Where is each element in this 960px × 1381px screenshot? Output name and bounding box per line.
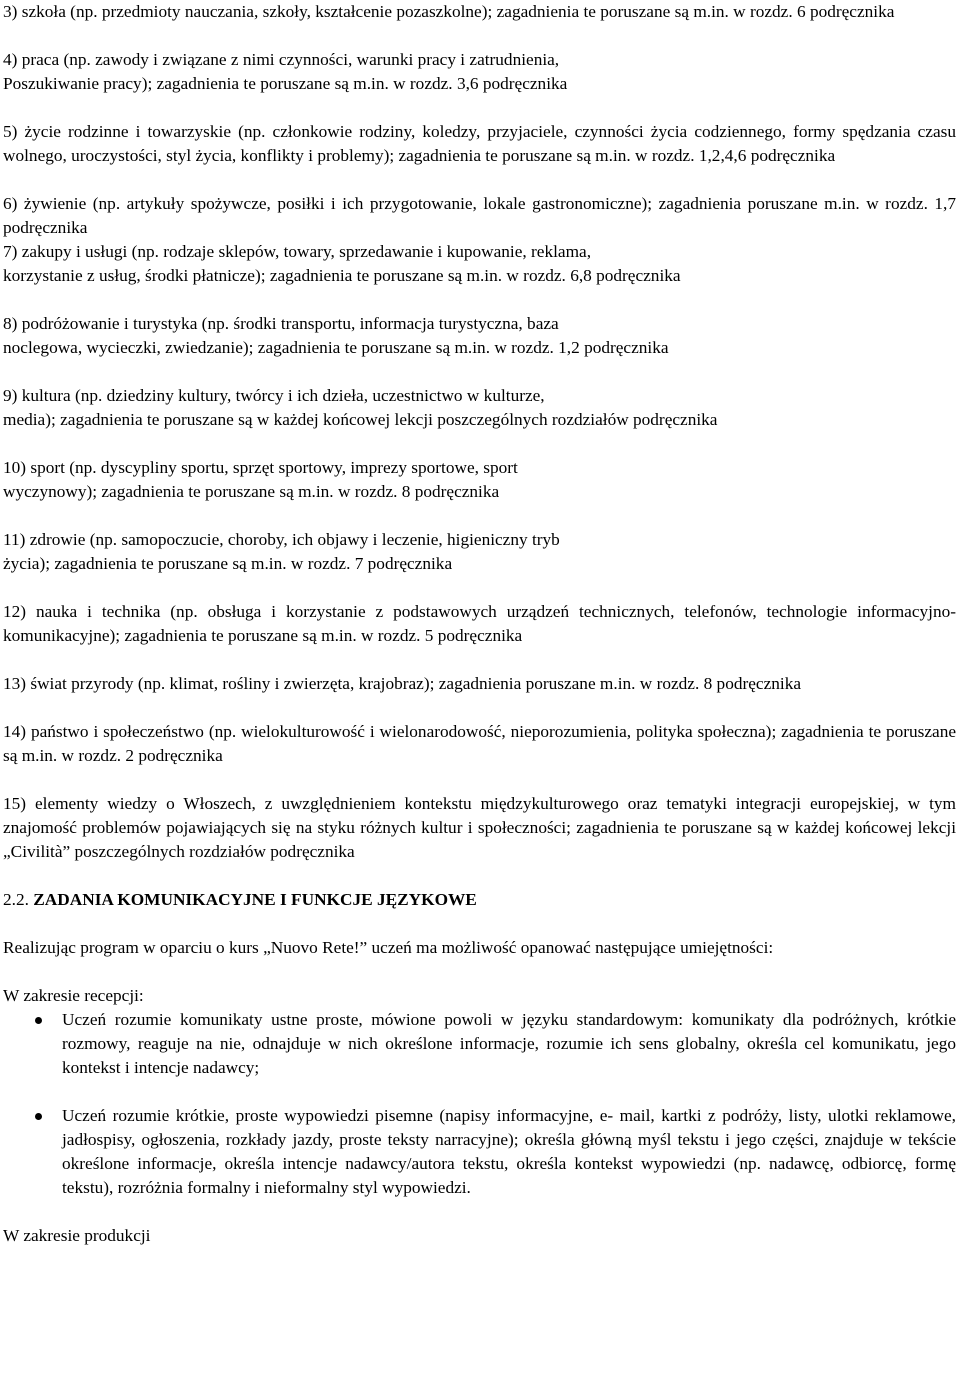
topic-9-line-2: media); zagadnienia te poruszane są w każdej końcowej lekcji poszczególnych rozdziałów podręcznika bbox=[3, 410, 718, 429]
topic-15: 15) elementy wiedzy o Włoszech, z uwzględnieniem kontekstu międzykulturowego oraz tematyki integracji europejskiej, w tym znajomość problemów pojawiających się na styku różnych kultur i społeczności; zagadnienia te poruszane są w każdej końcowej lekcji „Civilità” poszczególnych rozdziałów podręcznika bbox=[3, 794, 956, 861]
topic-8 bbox=[3, 312, 956, 360]
reception-item bbox=[3, 1008, 956, 1080]
reception-item-text: Uczeń rozumie komunikaty ustne proste, mówione powoli w języku standardowym: komunikaty dla podróżnych, krótkie rozmowy, reaguje na nie, odnajduje w nich określone informacje, rozumie ich sens globalny, określa cel komunikatu, jego kontekst i intencje nadawcy; bbox=[62, 1010, 956, 1077]
topic-4-line-2: Poszukiwanie pracy); zagadnienia te poruszane są m.in. w rozdz. 3,6 podręcznika bbox=[3, 74, 568, 93]
bullet-icon bbox=[35, 1113, 42, 1120]
topic-10-line-2: wyczynowy); zagadnienia te poruszane są m.in. w rozdz. 8 podręcznika bbox=[3, 482, 500, 501]
section-title: ZADANIA KOMUNIKACYJNE I FUNKCJE JĘZYKOWE bbox=[33, 890, 477, 909]
topic-8-line-1: 8) podróżowanie i turystyka (np. środki transportu, informacja turystyczna, baza bbox=[3, 314, 559, 333]
topic-12: 12) nauka i technika (np. obsługa i korzystanie z podstawowych urządzeń technicznych, telefonów, technologie informacyjno-komunikacyjne); zagadnienia te poruszane są m.in. w rozdz. 5 podręcznika bbox=[3, 602, 956, 645]
topic-11-line-1: 11) zdrowie (np. samopoczucie, choroby, ich objawy i leczenie, higieniczny tryb bbox=[3, 530, 560, 549]
topic-14: 14) państwo i społeczeństwo (np. wielokulturowość i wielonarodowość, nieporozumienia, polityka społeczna); zagadnienia te poruszane są m.in. w rozdz. 2 podręcznika bbox=[3, 722, 956, 765]
topic-11-line-2: życia); zagadnienia te poruszane są m.in. w rozdz. 7 podręcznika bbox=[3, 554, 453, 573]
topic-5: 5) życie rodzinne i towarzyskie (np. członkowie rodziny, koledzy, przyjaciele, czynności życia codziennego, formy spędzania czasu wolnego, uroczystości, styl życia, konflikty i problemy); zagadnienia te poruszane są m.in. w rozdz. 1,2,4,6 podręcznika bbox=[3, 122, 956, 165]
reception-item-text: Uczeń rozumie krótkie, proste wypowiedzi pisemne (napisy informacyjne, e- mail, kartki z podróży, listy, ulotki reklamowe, jadłospisy, ogłoszenia, rozkłady jazdy, proste teksty narracyjne); określa główną myśl tekstu i jego części, znajduje w tekście określone informacje, określa intencje nadawcy/autora tekstu, określa kontekst wypowiedzi (np. nadawcę, odbiorcę, formę tekstu), rozróżnia formalny i nieformalny styl wypowiedzi. bbox=[62, 1106, 956, 1197]
topic-10 bbox=[3, 456, 956, 504]
section-number: 2.2. bbox=[3, 890, 29, 909]
topic-4 bbox=[3, 48, 956, 96]
topic-9 bbox=[3, 384, 956, 432]
reception-heading: W zakresie recepcji: bbox=[3, 986, 144, 1005]
topic-4-line-1: 4) praca (np. zawody i związane z nimi czynności, warunki pracy i zatrudnienia, bbox=[3, 50, 560, 69]
topic-11 bbox=[3, 528, 956, 576]
topic-6: 6) żywienie (np. artykuły spożywcze, posiłki i ich przygotowanie, lokale gastronomiczne); zagadnienia poruszane m.in. w rozdz. 1,7 podręcznika bbox=[3, 194, 956, 237]
topic-10-line-1: 10) sport (np. dyscypliny sportu, sprzęt sportowy, imprezy sportowe, sport bbox=[3, 458, 518, 477]
topic-3: 3) szkoła (np. przedmioty nauczania, szkoły, kształcenie pozaszkolne); zagadnienia te poruszane są m.in. w rozdz. 6 podręcznika bbox=[3, 2, 895, 21]
bullet-icon bbox=[35, 1017, 42, 1024]
reception-list bbox=[3, 1008, 956, 1200]
reception-item bbox=[3, 1104, 956, 1200]
topic-7 bbox=[3, 240, 956, 288]
document-page bbox=[3, 0, 956, 1248]
topic-13: 13) świat przyrody (np. klimat, rośliny i zwierzęta, krajobraz); zagadnienia poruszane m.in. w rozdz. 8 podręcznika bbox=[3, 674, 802, 693]
section-heading bbox=[3, 888, 956, 912]
topic-7-line-2: korzystanie z usług, środki płatnicze); zagadnienia te poruszane są m.in. w rozdz. 6,8 podręcznika bbox=[3, 266, 681, 285]
topic-7-line-1: 7) zakupy i usługi (np. rodzaje sklepów, towary, sprzedawanie i kupowanie, reklama, bbox=[3, 242, 592, 261]
topic-8-line-2: noclegowa, wycieczki, zwiedzanie); zagadnienia te poruszane są m.in. w rozdz. 1,2 podręcznika bbox=[3, 338, 669, 357]
intro-paragraph: Realizując program w oparciu o kurs „Nuovo Rete!” uczeń ma możliwość opanować następujące umiejętności: bbox=[3, 938, 774, 957]
topic-9-line-1: 9) kultura (np. dziedziny kultury, twórcy i ich dzieła, uczestnictwo w kulturze, bbox=[3, 386, 545, 405]
production-heading: W zakresie produkcji bbox=[3, 1226, 151, 1245]
